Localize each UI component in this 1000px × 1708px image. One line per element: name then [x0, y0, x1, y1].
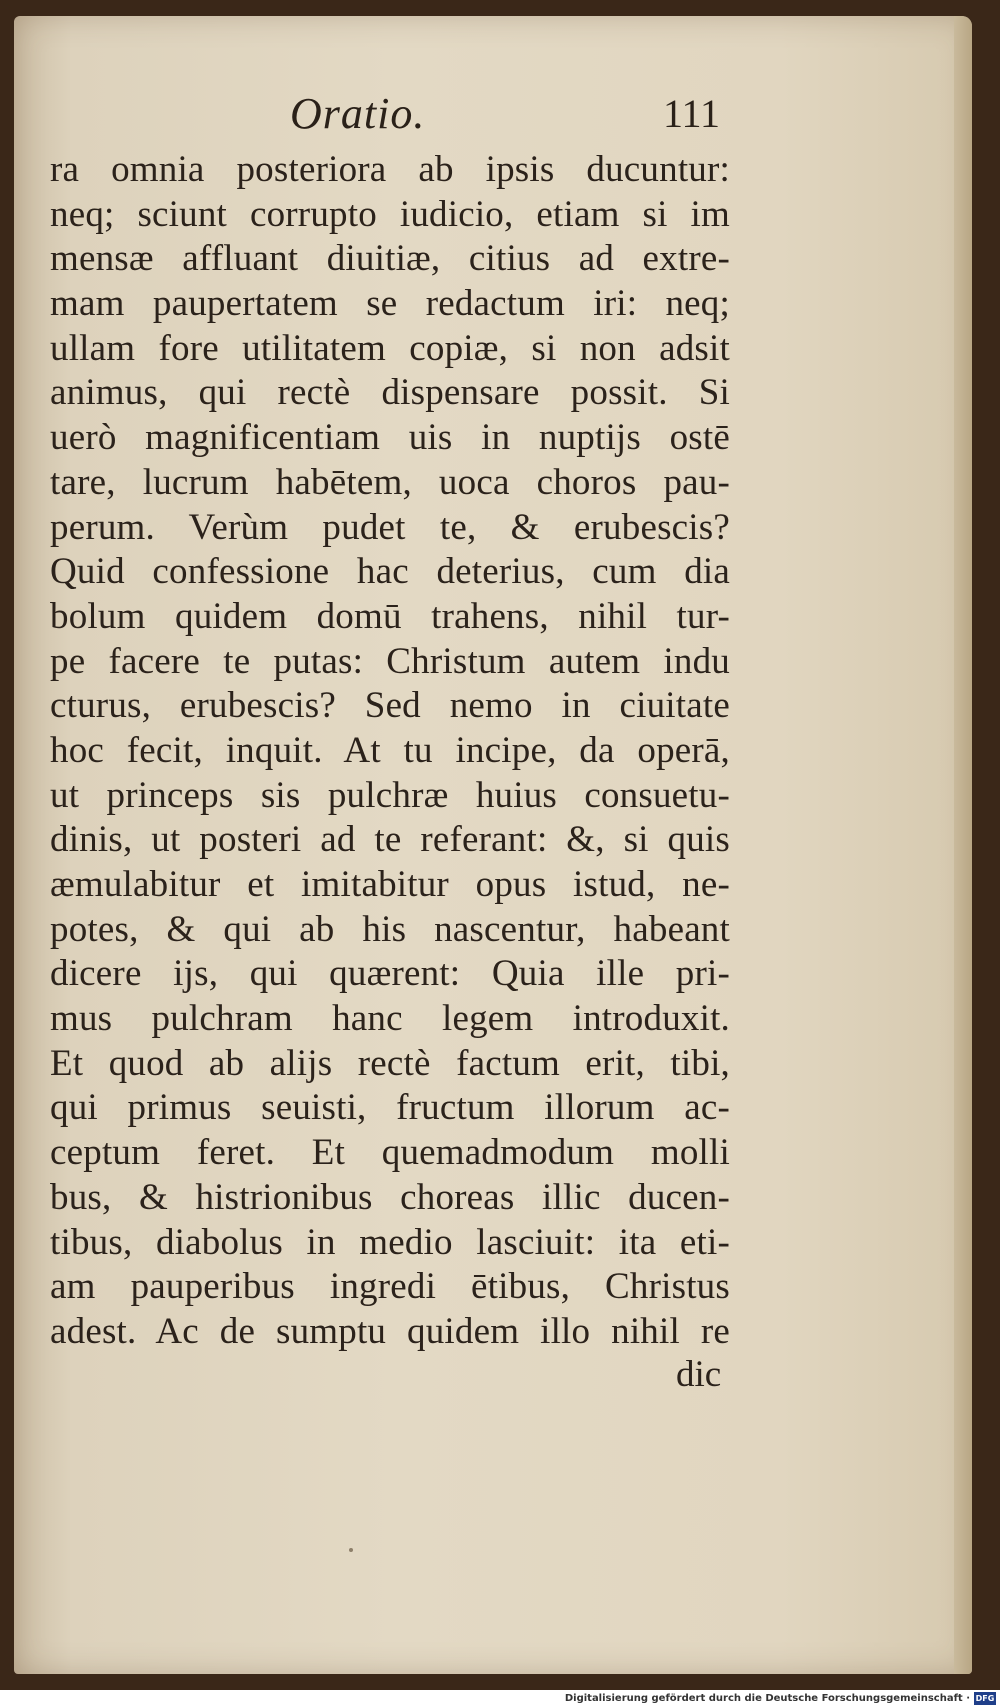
text-line: animus, qui rectè dispensare possit. Si — [50, 372, 730, 414]
page-edge — [954, 16, 972, 1674]
text-line: neq; sciunt corrupto iudicio, etiam si im — [50, 193, 730, 235]
page-number: 111 — [662, 91, 720, 136]
body-text — [50, 148, 730, 1355]
text-line: bus, & histrionibus choreas illic ducen- — [50, 1176, 730, 1218]
text-line: potes, & qui ab his nascentur, habeant — [50, 908, 730, 950]
funding-credit: Digitalisierung gefördert durch die Deutsche Forschungsgemeinschaft · — [564, 1693, 970, 1704]
text-line: tibus, diabolus in medio lasciuit: ita eti- — [50, 1221, 730, 1263]
text-line: ra omnia posteriora ab ipsis ducuntur: — [50, 149, 730, 190]
text-line: bolum quidem domū trahens, nihil tur- — [50, 595, 730, 637]
text-line: hoc fecit, inquit. At tu incipe, da operā, — [50, 729, 730, 771]
text-line: Quid confessione hac deterius, cum dia — [50, 551, 730, 593]
text-line: perum. Verùm pudet te, & erubescis? — [50, 506, 730, 548]
running-head: Oratio. — [290, 89, 426, 138]
text-line: Et quod ab alijs rectè factum erit, tibi, — [50, 1042, 730, 1084]
text-line: tare, lucrum habētem, uoca choros pau- — [50, 461, 730, 503]
text-line: dicere ijs, qui quærent: Quia ille pri- — [50, 953, 730, 995]
text-line: pe facere te putas: Christum autem indu — [50, 640, 730, 682]
text-line: ullam fore utilitatem copiæ, si non adsit — [50, 327, 730, 369]
text-line: æmulabitur et imitabitur opus istud, ne- — [50, 864, 730, 905]
text-line: mam paupertatem se redactum iri: neq; — [50, 283, 730, 325]
text-line: am pauperibus ingredi ētibus, Christus — [50, 1266, 730, 1308]
text-line: qui primus seuisti, fructum illorum ac- — [50, 1087, 730, 1129]
text-line: adest. Ac de sumptu quidem illo nihil re — [50, 1310, 730, 1352]
page-header — [290, 88, 720, 144]
text-line: ceptum feret. Et quemadmodum molli — [50, 1132, 730, 1174]
text-line: cturus, erubescis? Sed nemo in ciuitate — [50, 685, 730, 727]
paper-speck — [349, 1548, 353, 1552]
dfg-logo: DFG — [975, 1694, 995, 1703]
text-line: ut princeps sis pulchræ huius consuetu- — [50, 774, 730, 816]
catchword: dic — [676, 1354, 722, 1395]
text-line: mus pulchram hanc legem introduxit. — [50, 998, 730, 1040]
text-line: mensæ affluant diuitiæ, citius ad extre- — [50, 238, 730, 280]
text-line: uerò magnificentiam uis in nuptijs ostē — [50, 417, 730, 459]
text-line: dinis, ut posteri ad te referant: &, si quis — [50, 819, 730, 861]
